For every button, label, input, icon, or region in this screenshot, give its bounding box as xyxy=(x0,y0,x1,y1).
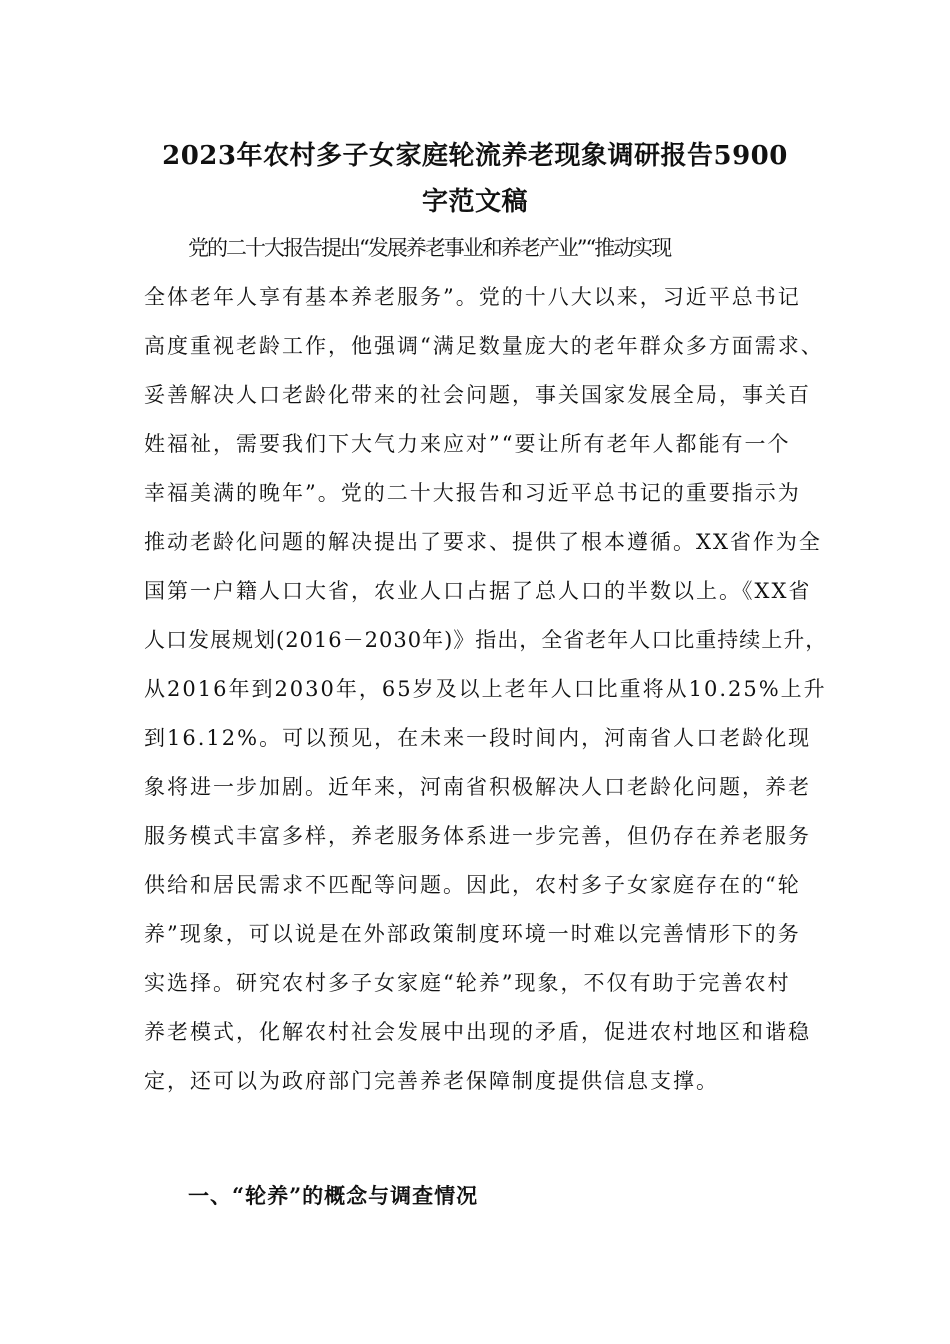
paragraph-line: 养老模式，化解农村社会发展中出现的矛盾，促进农村地区和谐稳 xyxy=(144,1020,811,1044)
paragraph-line: 高度重视老龄工作，他强调“满足数量庞大的老年群众多方面需求、 xyxy=(144,334,824,358)
paragraph-line: 全体老年人享有基本养老服务”。党的十八大以来，习近平总书记 xyxy=(144,285,801,309)
paragraph-line: 到16.12%。可以预见，在未来一段时间内，河南省人口老龄化现 xyxy=(144,726,812,750)
document-title-line-1: 2023年农村多子女家庭轮流养老现象调研报告5900 xyxy=(162,141,788,171)
document-title-line-2: 字范文稿 xyxy=(421,187,528,217)
paragraph-line: 养”现象，可以说是在外部政策制度环境一时难以完善情形下的务 xyxy=(144,922,801,946)
paragraph-line: 妥善解决人口老龄化带来的社会问题，事关国家发展全局，事关百 xyxy=(144,383,811,407)
paragraph-line: 定，还可以为政府部门完善养老保障制度提供信息支撑。 xyxy=(144,1069,719,1093)
paragraph-line: 幸福美满的晚年”。党的二十大报告和习近平总书记的重要指示为 xyxy=(144,481,801,505)
paragraph-line: 从2016年到2030年，65岁及以上老年人口比重将从10.25%上升 xyxy=(144,677,827,701)
paragraph-line: 实选择。研究农村多子女家庭“轮养”现象，不仅有助于完善农村 xyxy=(144,971,791,995)
paragraph-line: 服务模式丰富多样，养老服务体系进一步完善，但仍存在养老服务 xyxy=(144,824,811,848)
paragraph-line: 人口发展规划(2016－2030年)》指出，全省老年人口比重持续上升， xyxy=(144,628,828,652)
paragraph-line: 供给和居民需求不匹配等问题。因此，农村多子女家庭存在的“轮 xyxy=(144,873,801,897)
section-heading: 一、“轮养”的概念与调查情况 xyxy=(188,1183,479,1208)
paragraph-line: 党的二十大报告提出“发展养老事业和养老产业”“推动实现 xyxy=(188,236,671,260)
paragraph-line: 象将进一步加剧。近年来，河南省积极解决人口老龄化问题，养老 xyxy=(144,775,811,799)
paragraph-line: 国第一户籍人口大省，农业人口占据了总人口的半数以上。《XX省 xyxy=(144,579,812,603)
paragraph-line: 推动老龄化问题的解决提出了要求、提供了根本遵循。XX省作为全 xyxy=(144,530,822,554)
paragraph-line: 姓福祉，需要我们下大气力来应对”“要让所有老年人都能有一个 xyxy=(144,432,791,456)
